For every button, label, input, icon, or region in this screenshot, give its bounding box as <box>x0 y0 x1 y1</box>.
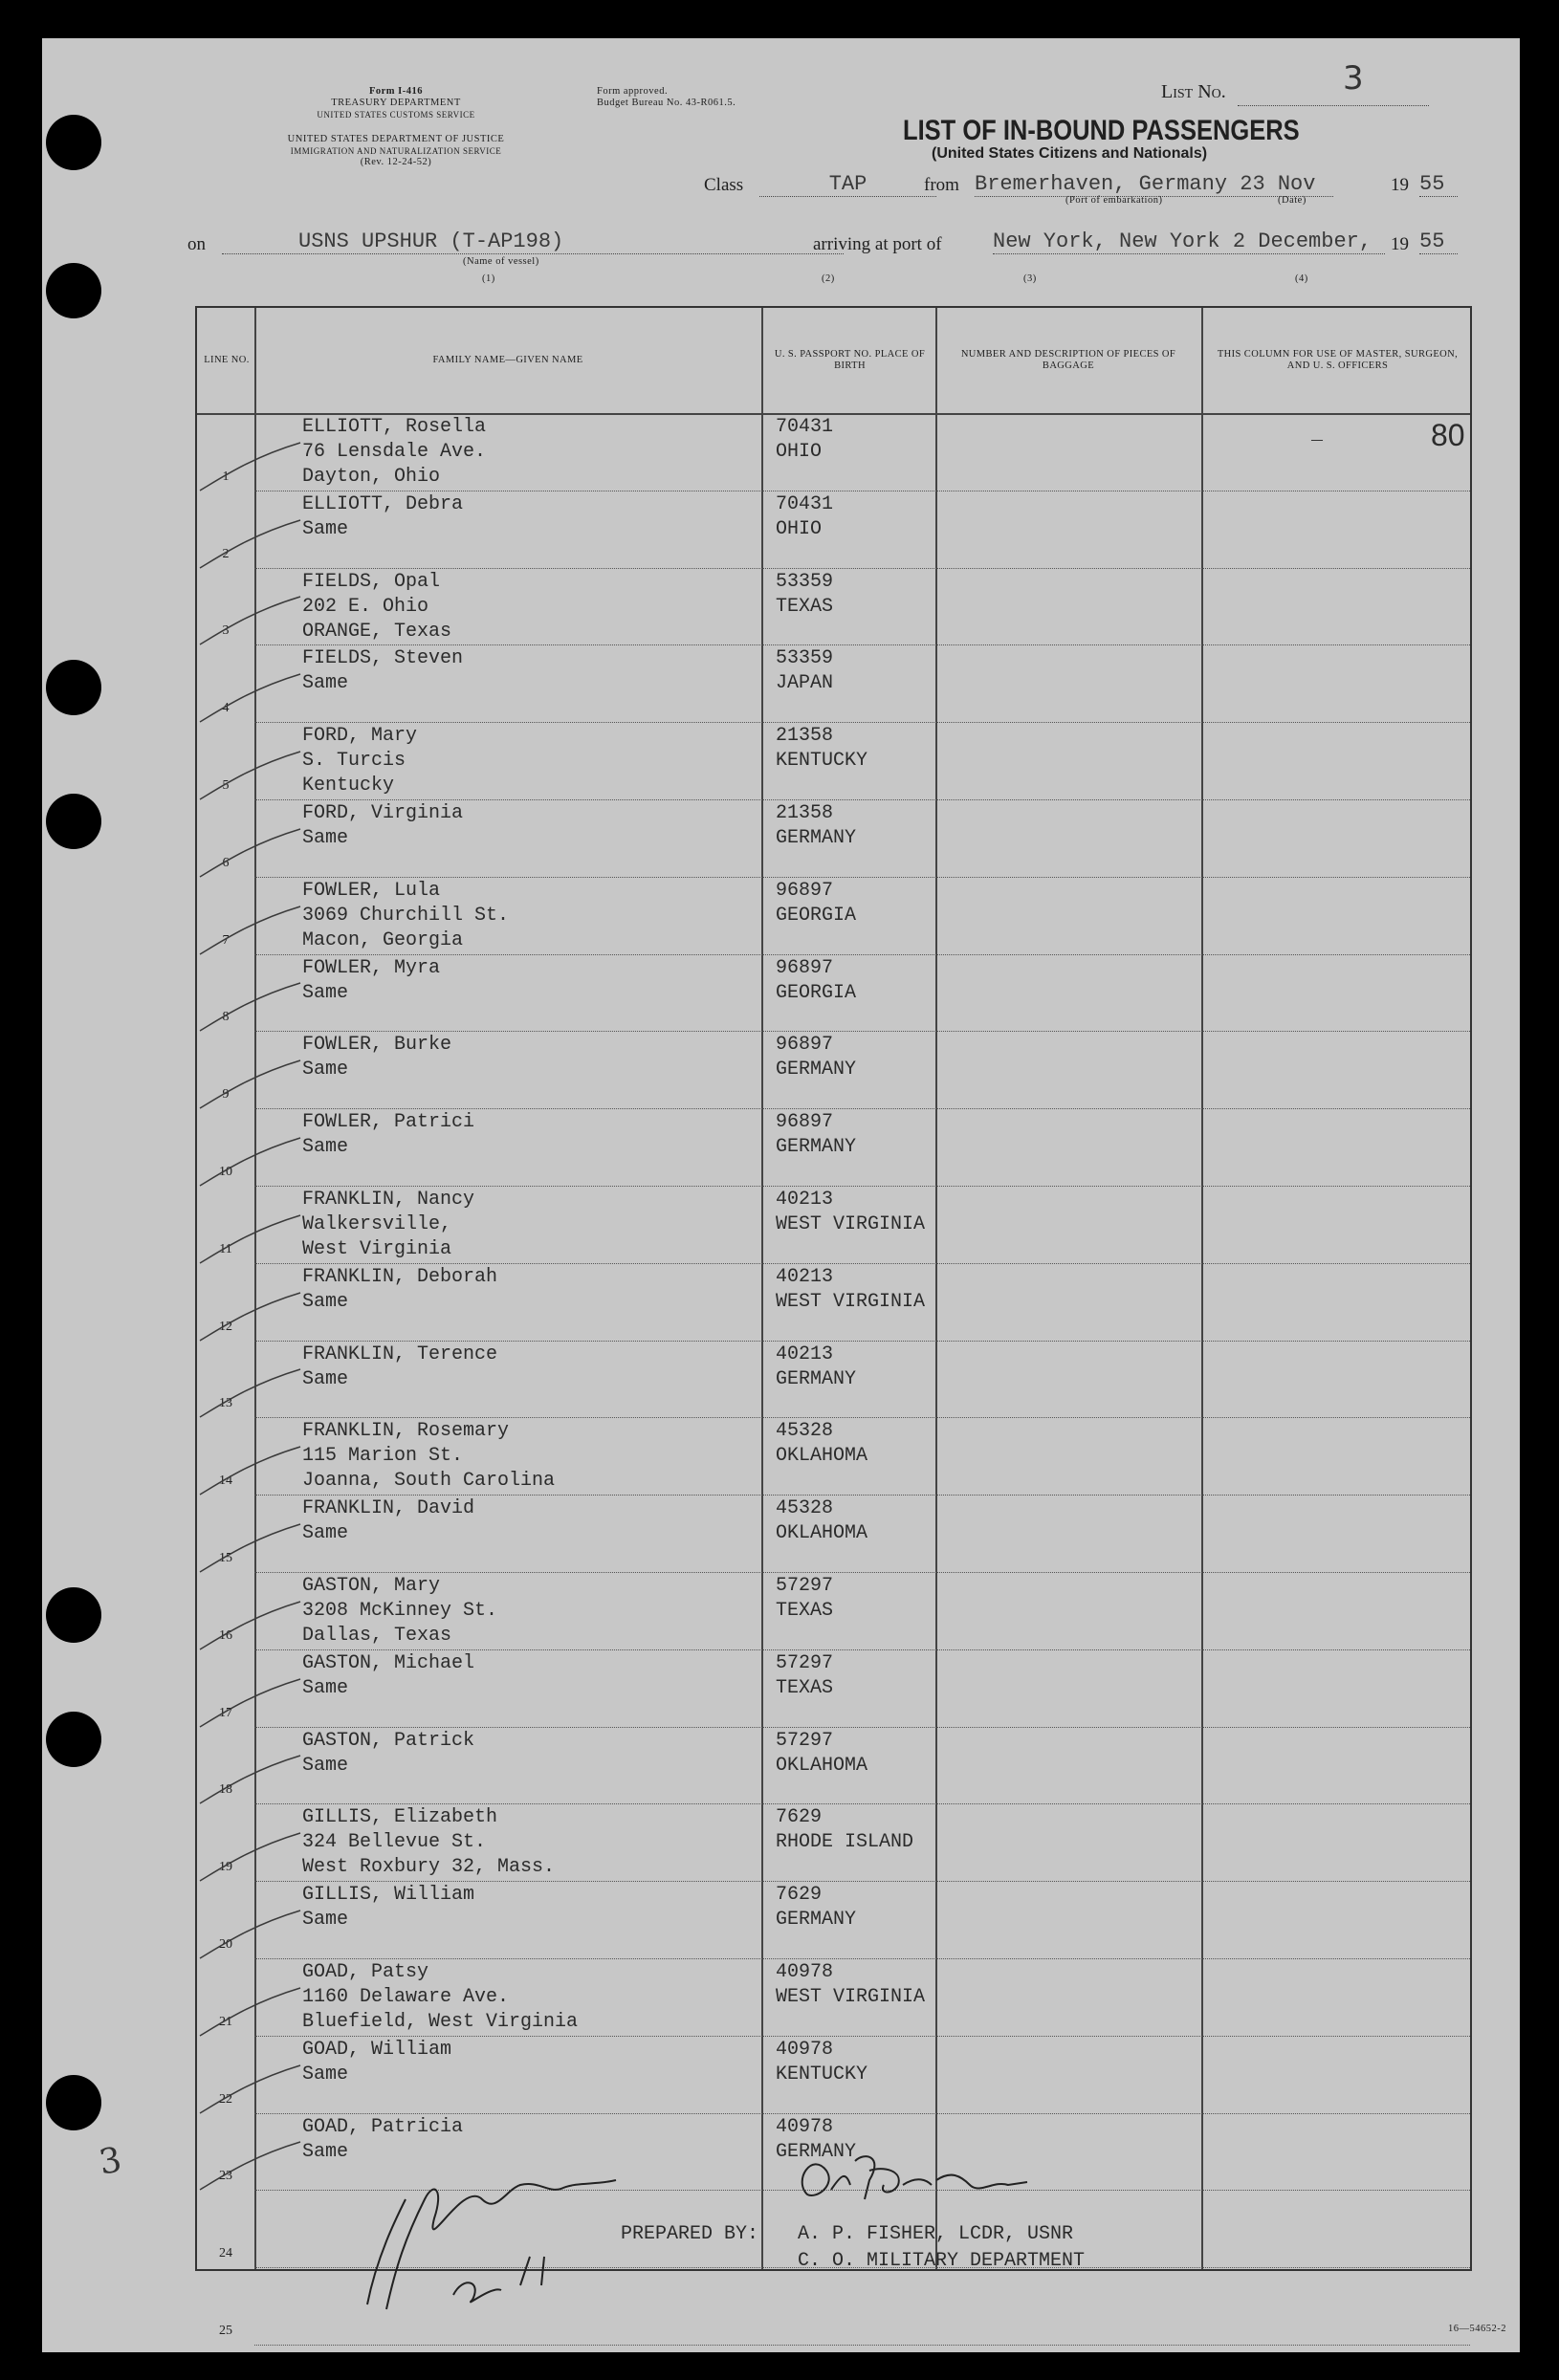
line-number: 16 <box>219 1627 232 1643</box>
row-divider <box>254 1958 1470 1959</box>
passenger-name: GASTON, Michael Same <box>302 1651 475 1699</box>
binder-hole <box>46 1712 101 1767</box>
passenger-name: GASTON, Mary 3208 McKinney St. Dallas, Texas <box>302 1575 498 1647</box>
tick-mark <box>195 1056 310 1113</box>
header-line-no: LINE NO. <box>204 355 250 365</box>
row-divider <box>254 2036 1470 2037</box>
tick-mark <box>195 1365 310 1422</box>
passenger-name: FOWLER, Myra Same <box>302 956 441 1004</box>
line-number: 21 <box>219 2014 232 2029</box>
passport-birthplace: 96897 GERMANY <box>776 1111 857 1159</box>
passenger-name: FOWLER, Patrici Same <box>302 1111 475 1159</box>
line-number: 2 <box>222 546 230 561</box>
passenger-name: GOAD, Patricia Same <box>302 2115 464 2163</box>
passenger-name: GOAD, William Same <box>302 2038 452 2085</box>
document-title: LIST OF IN-BOUND PASSENGERS <box>903 115 1300 146</box>
arriving-label: arriving at port of <box>813 234 942 254</box>
tick-mark <box>195 1751 310 1808</box>
year1-value: 55 <box>1419 172 1458 197</box>
line-number: 15 <box>219 1551 232 1565</box>
passenger-name: GASTON, Patrick Same <box>302 1729 475 1777</box>
passport-birthplace: 57297 TEXAS <box>776 1651 834 1699</box>
tick-mark <box>195 2061 310 2118</box>
tick-mark <box>195 978 310 1036</box>
binder-hole <box>46 1587 101 1643</box>
passenger-table <box>195 306 1472 2338</box>
port-of-embarkation: Bremerhaven, Germany 23 Nov <box>975 172 1333 197</box>
col-num-2: (2) <box>822 273 835 284</box>
passport-birthplace: 40213 WEST VIRGINIA <box>776 1265 926 1313</box>
tick-mark <box>195 1906 310 1963</box>
from-label: from <box>924 175 959 195</box>
passport-birthplace: 96897 GERMANY <box>776 1034 857 1081</box>
passport-birthplace: 57297 OKLAHOMA <box>776 1729 868 1777</box>
passport-birthplace: 70431 OHIO <box>776 416 834 463</box>
passenger-name: FRANKLIN, Rosemary 115 Marion St. Joanna, South Carolina <box>302 1420 556 1493</box>
officer-dash: _ <box>1311 424 1324 446</box>
row-divider <box>254 2113 1470 2114</box>
line-number: 22 <box>219 2091 232 2107</box>
preparer-signature <box>788 2142 1075 2218</box>
passport-birthplace: 40978 WEST VIRGINIA <box>776 1961 926 2008</box>
prepared-by-label: PREPARED BY: <box>621 2223 759 2245</box>
list-no-line <box>1238 105 1429 106</box>
binder-hole <box>46 115 101 170</box>
row-divider <box>254 799 1470 800</box>
row-divider <box>254 2345 1470 2346</box>
line-number: 1 <box>222 469 230 484</box>
line-number: 5 <box>222 778 230 793</box>
class-label: Class <box>704 175 744 195</box>
row-divider <box>254 1495 1470 1496</box>
line-number: 9 <box>222 1087 230 1103</box>
passport-birthplace: 45328 OKLAHOMA <box>776 1420 868 1468</box>
passenger-name: FRANKLIN, Terence Same <box>302 1343 498 1390</box>
line-number: 14 <box>219 1474 232 1489</box>
row-divider <box>254 644 1470 645</box>
list-no-value: 3 <box>1343 59 1364 98</box>
line-number: 20 <box>219 1937 232 1952</box>
col-num-4: (4) <box>1295 273 1308 284</box>
line-number: 8 <box>222 1010 230 1025</box>
line-number: 10 <box>219 1165 232 1179</box>
form-approved: Form approved. <box>597 86 669 97</box>
treasury-dept: TREASURY DEPARTMENT <box>331 98 461 108</box>
line-number: 19 <box>219 1860 232 1875</box>
tick-mark <box>195 515 310 573</box>
line-number: 7 <box>222 932 230 948</box>
tick-mark <box>195 1519 310 1577</box>
line-number: 18 <box>219 1782 232 1798</box>
row-divider <box>254 1031 1470 1032</box>
justice-dept: UNITED STATES DEPARTMENT OF JUSTICE <box>287 134 505 144</box>
row-divider <box>254 1803 1470 1804</box>
header-name: FAMILY NAME—GIVEN NAME <box>432 355 583 365</box>
preparer-title: C. O. MILITARY DEPARTMENT <box>798 2250 1086 2272</box>
tick-mark <box>195 1133 310 1190</box>
date-caption: (Date) <box>1278 195 1306 206</box>
passport-birthplace: 96897 GEORGIA <box>776 956 857 1004</box>
line-number: 4 <box>222 701 230 716</box>
passenger-name: GILLIS, Elizabeth 324 Bellevue St. West Roxbury 32, Mass. <box>302 1806 556 1879</box>
row-divider <box>254 1186 1470 1187</box>
document-subtitle: (United States Citizens and Nationals) <box>932 145 1208 162</box>
margin-note: 3 <box>96 2140 125 2183</box>
tick-mark <box>195 1597 310 1654</box>
row-divider <box>254 568 1470 569</box>
passport-birthplace: 21358 GERMANY <box>776 802 857 849</box>
passport-birthplace: 96897 GEORGIA <box>776 879 857 927</box>
officer-note: 80 <box>1431 418 1465 452</box>
vessel-name: USNS UPSHUR (T-AP198) <box>222 229 844 254</box>
line-number: 17 <box>219 1705 232 1720</box>
header-passport: U. S. PASSPORT NO. PLACE OF BIRTH <box>774 349 926 371</box>
passenger-name: ELLIOTT, Debra Same <box>302 492 464 540</box>
passenger-name: FRANKLIN, Deborah Same <box>302 1265 498 1313</box>
row-divider <box>254 877 1470 878</box>
year1-prefix: 19 <box>1391 175 1409 195</box>
row-divider <box>254 1572 1470 1573</box>
passenger-name: GOAD, Patsy 1160 Delaware Ave. Bluefield, West Virginia <box>302 1961 579 2033</box>
passport-birthplace: 40213 GERMANY <box>776 1343 857 1390</box>
binder-hole <box>46 263 101 318</box>
tick-mark <box>195 669 310 727</box>
passenger-name: GILLIS, William Same <box>302 1884 475 1932</box>
form-page <box>42 38 1520 2352</box>
tick-mark <box>195 1211 310 1268</box>
row-divider <box>254 1881 1470 1882</box>
passport-birthplace: 40213 WEST VIRGINIA <box>776 1189 926 1235</box>
on-label: on <box>187 234 206 254</box>
year2-value: 55 <box>1419 229 1458 254</box>
row-divider <box>254 1108 1470 1109</box>
passport-birthplace: 70431 OHIO <box>776 492 834 540</box>
header-baggage: NUMBER AND DESCRIPTION OF PIECES OF BAGGAGE <box>960 349 1176 371</box>
row-divider <box>254 1341 1470 1342</box>
passenger-name: FORD, Mary S. Turcis Kentucky <box>302 725 418 797</box>
header-officers: THIS COLUMN FOR USE OF MASTER, SURGEON, AND U. S. OFFICERS <box>1217 349 1459 371</box>
tick-mark <box>195 902 310 959</box>
passenger-name: FIELDS, Steven Same <box>302 647 464 695</box>
passport-birthplace: 21358 KENTUCKY <box>776 725 868 773</box>
line-number: 24 <box>219 2246 232 2261</box>
line-number: 12 <box>219 1319 232 1334</box>
passenger-name: FOWLER, Lula 3069 Churchill St. Macon, Georgia <box>302 879 510 951</box>
passenger-name: FOWLER, Burke Same <box>302 1034 452 1081</box>
passenger-name: FRANKLIN, David Same <box>302 1497 475 1545</box>
preparer-name: A. P. FISHER, LCDR, USNR <box>798 2223 1074 2245</box>
passport-birthplace: 40978 GERMANY <box>776 2115 857 2163</box>
tick-mark <box>195 2137 310 2194</box>
passport-birthplace: 7629 GERMANY <box>776 1884 857 1932</box>
row-divider <box>254 1649 1470 1650</box>
col-num-1: (1) <box>482 273 495 284</box>
list-no-label: List No. <box>1161 81 1226 102</box>
tick-mark <box>195 438 310 495</box>
passport-birthplace: 40978 KENTUCKY <box>776 2038 868 2085</box>
class-value: TAP <box>759 172 936 197</box>
row-divider <box>254 954 1470 955</box>
line-number: 11 <box>219 1241 232 1256</box>
passport-birthplace: 53359 JAPAN <box>776 647 834 695</box>
tick-mark <box>195 824 310 882</box>
passenger-name: ELLIOTT, Rosella 76 Lensdale Ave. Dayton, Ohio <box>302 416 487 488</box>
revision-date: (Rev. 12-24-52) <box>360 157 432 167</box>
passenger-name: FIELDS, Opal 202 E. Ohio ORANGE, Texas <box>302 570 452 643</box>
officer-signature <box>339 2142 702 2314</box>
line-number: 25 <box>219 2324 232 2338</box>
row-divider <box>254 722 1470 723</box>
passenger-name: FRANKLIN, Nancy Walkersville, West Virginia <box>302 1189 475 1260</box>
col-num-3: (3) <box>1023 273 1037 284</box>
tick-mark <box>195 747 310 804</box>
tick-mark <box>195 592 310 649</box>
line-number: 23 <box>219 2169 232 2184</box>
port-embark-caption: (Port of embarkation) <box>1065 195 1163 206</box>
form-number: Form I-416 <box>368 86 424 97</box>
row-divider <box>254 1727 1470 1728</box>
tick-mark <box>195 1674 310 1732</box>
line-number: 3 <box>222 623 230 639</box>
binder-hole <box>46 660 101 715</box>
passport-birthplace: 53359 TEXAS <box>776 570 834 618</box>
budget-bureau: Budget Bureau No. 43-R061.5. <box>597 98 736 108</box>
binder-hole <box>46 2075 101 2130</box>
line-number: 6 <box>222 855 230 870</box>
customs-service: UNITED STATES CUSTOMS SERVICE <box>317 110 475 120</box>
binder-hole <box>46 794 101 849</box>
ins-service: IMMIGRATION AND NATURALIZATION SERVICE <box>290 146 502 156</box>
passport-birthplace: 7629 RHODE ISLAND <box>776 1806 914 1854</box>
passenger-name: FORD, Virginia Same <box>302 802 464 849</box>
footer-code: 16—54652-2 <box>1448 2324 1506 2334</box>
row-divider <box>254 1263 1470 1264</box>
row-divider <box>254 1417 1470 1418</box>
line-number: 13 <box>219 1396 232 1411</box>
passport-birthplace: 57297 TEXAS <box>776 1575 834 1622</box>
port-of-arrival: New York, New York 2 December, <box>993 229 1385 254</box>
tick-mark <box>195 1288 310 1345</box>
tick-mark <box>195 1828 310 1886</box>
year2-prefix: 19 <box>1391 234 1409 254</box>
tick-mark <box>195 1442 310 1499</box>
vessel-caption: (Name of vessel) <box>463 256 539 267</box>
tick-mark <box>195 1983 310 2041</box>
passport-birthplace: 45328 OKLAHOMA <box>776 1497 868 1545</box>
